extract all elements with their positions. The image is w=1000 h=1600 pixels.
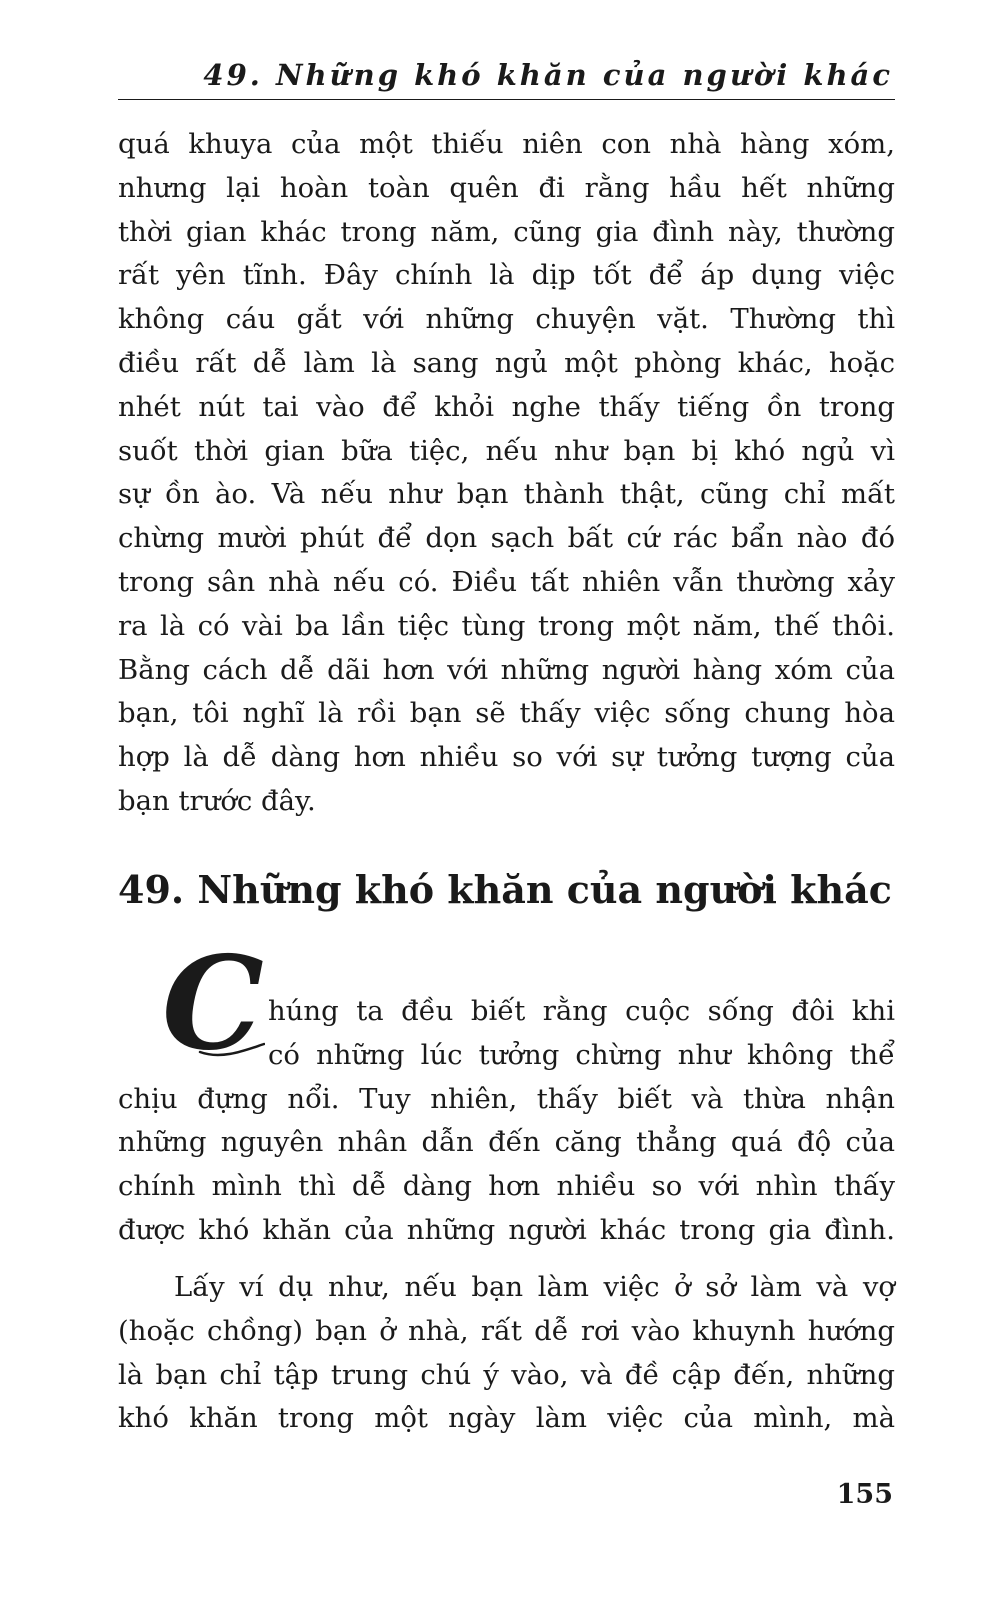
text-line: bạn trước đây.: [118, 784, 316, 817]
text-line: điều rất dễ làm là sang ngủ một phòng khác, hoặc: [118, 346, 895, 379]
header-rule: [118, 99, 895, 100]
section-title: 49. Những khó khăn của người khác: [118, 867, 892, 912]
text-line: những nguyên nhân dẫn đến căng thẳng quá độ của: [118, 1126, 895, 1159]
paragraph-2: [118, 1266, 895, 1441]
text-line: có những lúc tưởng chừng như không thể: [268, 1038, 895, 1071]
text-line: được khó khăn của những người khác trong gia đình.: [118, 1213, 895, 1246]
text-line: trong sân nhà nếu có. Điều tất nhiên vẫn thường xảy: [118, 565, 895, 598]
paragraph-continued: [118, 123, 895, 824]
text-line: chừng mười phút để dọn sạch bất cứ rác bẩn nào đó: [118, 522, 895, 555]
text-line: suốt thời gian bữa tiệc, nếu như bạn bị khó ngủ vì: [118, 434, 895, 467]
text-line: là bạn chỉ tập trung chú ý vào, và đề cập đến, những: [118, 1358, 895, 1391]
text-line: Bằng cách dễ dãi hơn với những người hàng xóm của: [118, 653, 895, 686]
drop-cap-letter: C: [162, 944, 264, 1068]
paragraph-1: [118, 1078, 895, 1253]
page-number: 155: [836, 1479, 893, 1510]
text-line: Lấy ví dụ như, nếu bạn làm việc ở sở làm và vợ: [174, 1271, 895, 1303]
text-line: không cáu gắt với những chuyện vặt. Thường thì: [118, 303, 895, 336]
text-line: nhét nút tai vào để khỏi nghe thấy tiếng ồn trong: [118, 390, 895, 423]
paragraph-1-indented: [268, 990, 895, 1078]
text-line: quá khuya của một thiếu niên con nhà hàng xóm,: [118, 128, 895, 160]
text-line: bạn, tôi nghĩ là rồi bạn sẽ thấy việc sống chung hòa: [118, 697, 895, 730]
text-line: sự ồn ào. Và nếu như bạn thành thật, cũng chỉ mất: [118, 478, 895, 511]
text-line: chính mình thì dễ dàng hơn nhiều so với nhìn thấy: [118, 1170, 895, 1203]
text-line: khó khăn trong một ngày làm việc của mình, mà: [118, 1402, 895, 1435]
text-line: ra là có vài ba lần tiệc tùng trong một năm, thế thôi.: [118, 609, 895, 642]
text-line: nhưng lại hoàn toàn quên đi rằng hầu hết những: [118, 171, 895, 204]
text-line: thời gian khác trong năm, cũng gia đình này, thường: [118, 215, 895, 248]
text-line: rất yên tĩnh. Đây chính là dịp tốt để áp dụng việc: [118, 259, 895, 292]
running-header: 49. Những khó khăn của người khác: [203, 58, 893, 92]
text-line: húng ta đều biết rằng cuộc sống đôi khi: [268, 995, 895, 1027]
text-line: hợp là dễ dàng hơn nhiều so với sự tưởng tượng của: [118, 741, 895, 774]
text-line: chịu đựng nổi. Tuy nhiên, thấy biết và thừa nhận: [118, 1082, 895, 1115]
drop-cap: [160, 944, 265, 1068]
text-line: (hoặc chồng) bạn ở nhà, rất dễ rơi vào khuynh hướng: [118, 1314, 895, 1347]
